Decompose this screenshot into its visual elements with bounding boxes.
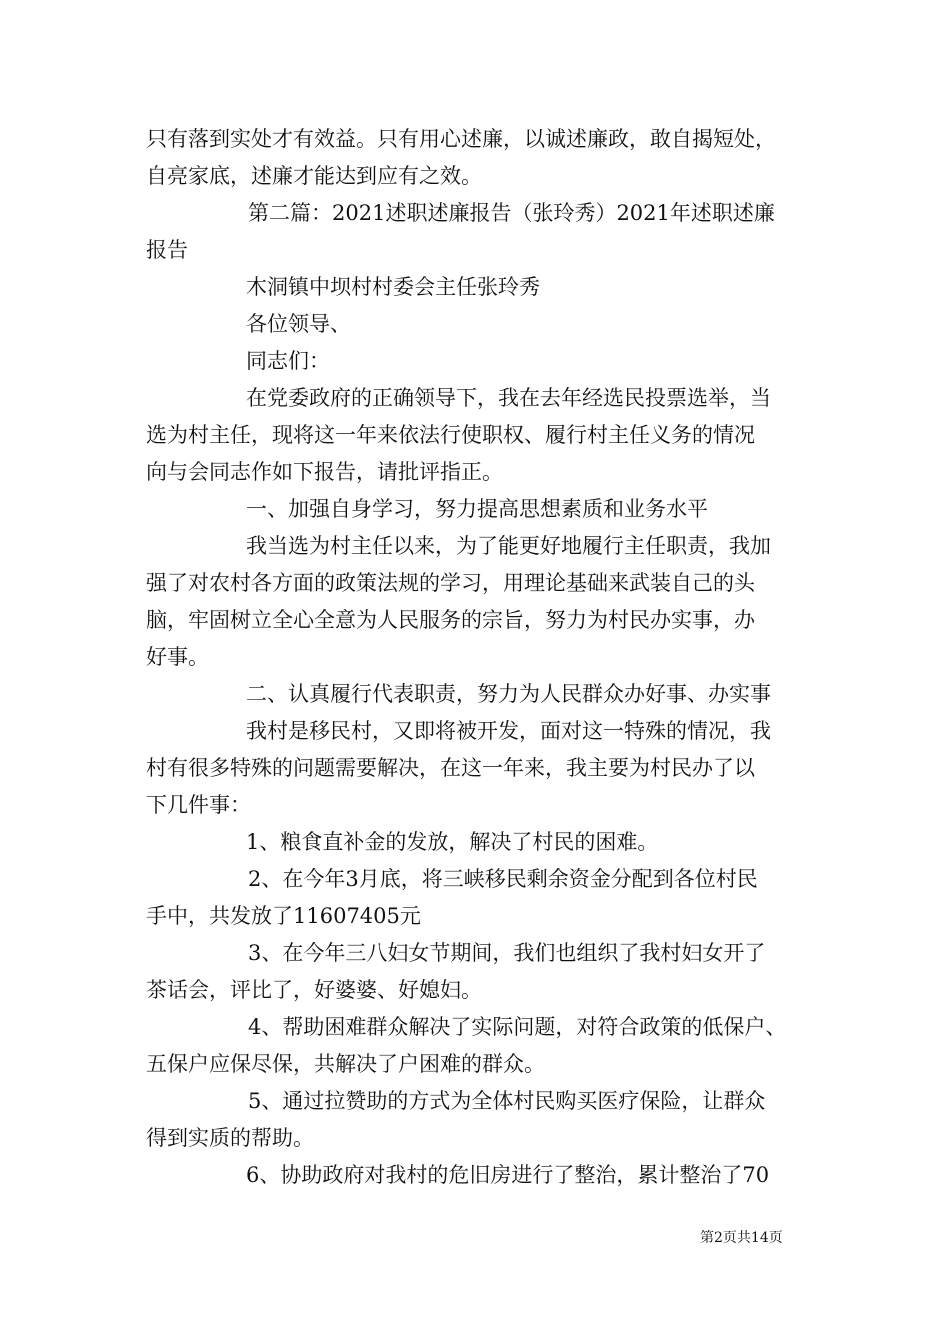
text-line: 我当选为村主任以来，为了能更好地履行主任职责，我加 xyxy=(246,534,771,558)
text-line: 村有很多特殊的问题需要解决，在这一年来，我主要为村民办了以 xyxy=(146,756,755,780)
text-line: 茶话会，评比了，好婆婆、好媳妇。 xyxy=(146,978,482,1002)
section-heading: 报告 xyxy=(146,238,188,262)
salutation: 各位领导、 xyxy=(246,312,351,336)
text-line: 向与会同志作如下报告，请批评指正。 xyxy=(146,460,503,484)
page-number-footer: 第2页共14页 xyxy=(700,1230,783,1246)
author-line: 木洞镇中坝村村委会主任张玲秀 xyxy=(246,275,540,299)
list-item: 5、通过拉赞助的方式为全体村民购买医疗保险，让群众 xyxy=(248,1089,766,1113)
text-line: 自亮家底，述廉才能达到应有之效。 xyxy=(146,164,482,188)
text-line: 脑，牢固树立全心全意为人民服务的宗旨，努力为村民办实事，办 xyxy=(146,608,755,632)
subsection-heading: 一、加强自身学习，努力提高思想素质和业务水平 xyxy=(246,497,708,521)
subsection-heading: 二、认真履行代表职责，努力为人民群众办好事、办实事 xyxy=(246,682,771,706)
salutation: 同志们： xyxy=(246,349,330,373)
list-item: 2、在今年3月底，将三峡移民剩余资金分配到各位村民 xyxy=(248,867,758,891)
list-item: 6、协助政府对我村的危旧房进行了整治，累计整治了70 xyxy=(246,1163,770,1187)
text-line: 选为村主任，现将这一年来依法行使职权、履行村主任义务的情况 xyxy=(146,423,755,447)
text-line: 五保户应保尽保，共解决了户困难的群众。 xyxy=(146,1052,545,1076)
text-line: 只有落到实处才有效益。只有用心述廉，以诚述廉政，敢自揭短处， xyxy=(146,127,776,151)
text-line: 好事。 xyxy=(146,645,209,669)
text-line: 强了对农村各方面的政策法规的学习，用理论基础来武装自己的头 xyxy=(146,571,755,595)
list-item: 1、粮食直补金的发放，解决了村民的困难。 xyxy=(246,830,659,854)
text-line: 下几件事： xyxy=(146,793,251,817)
list-item: 4、帮助困难群众解决了实际问题，对符合政策的低保户、 xyxy=(248,1015,787,1039)
text-line: 我村是移民村，又即将被开发，面对这一特殊的情况，我 xyxy=(246,719,771,743)
list-item: 3、在今年三八妇女节期间，我们也组织了我村妇女开了 xyxy=(248,941,766,965)
section-heading: 第二篇：2021述职述廉报告（张玲秀）2021年述职述廉 xyxy=(248,201,775,225)
text-line: 得到实质的帮助。 xyxy=(146,1126,314,1150)
text-line: 手中，共发放了11607405元 xyxy=(146,904,421,928)
text-line: 在党委政府的正确领导下，我在去年经选民投票选举，当 xyxy=(246,386,771,410)
